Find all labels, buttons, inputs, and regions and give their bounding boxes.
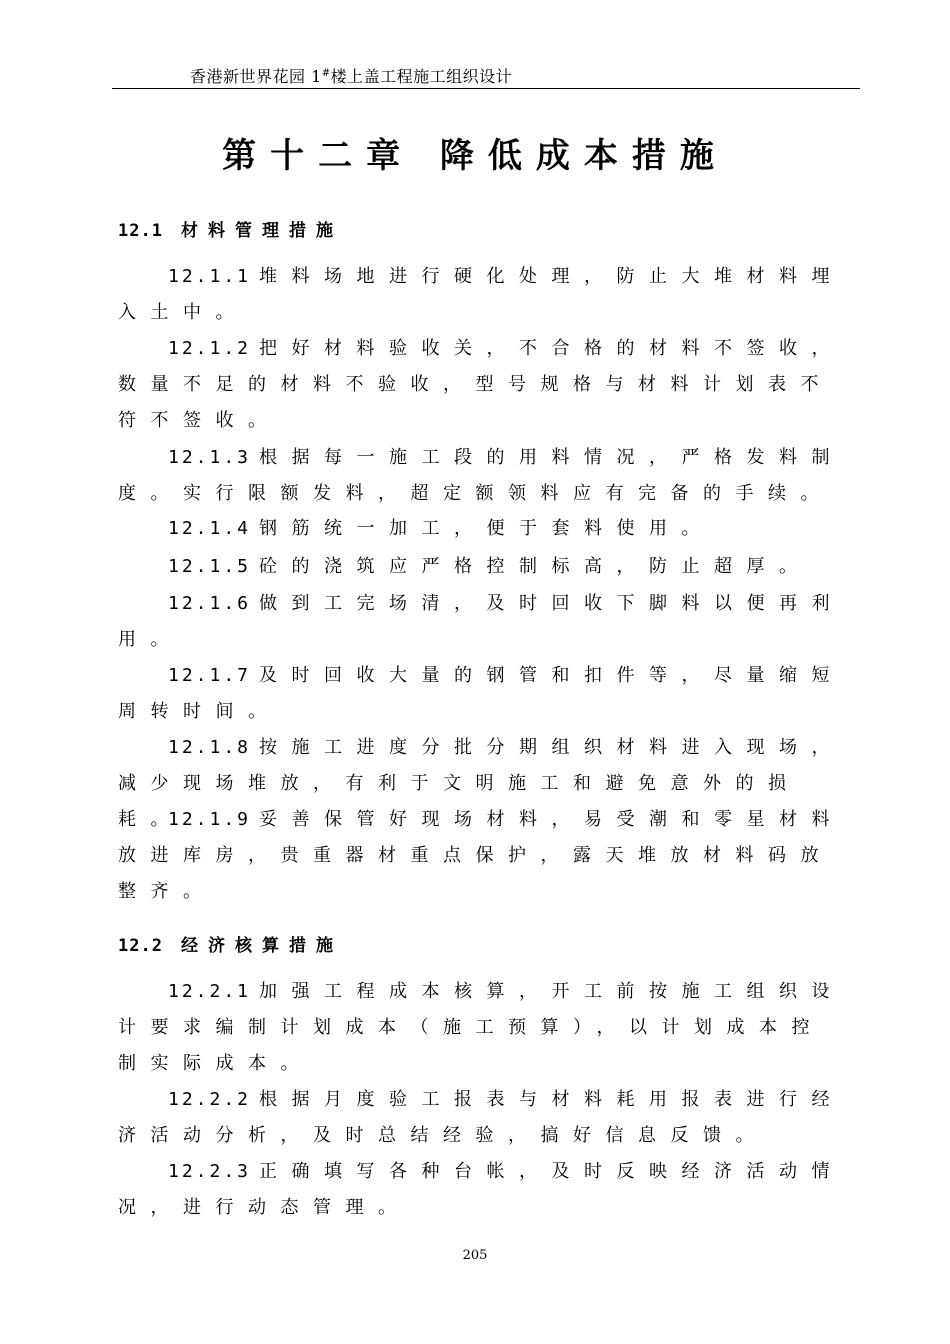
page-number: 205 — [462, 1248, 488, 1263]
section-heading-12-2 — [118, 931, 343, 956]
paragraph-12-2-2 — [118, 1082, 848, 1154]
paragraph-id: 12.1.4 — [168, 518, 252, 539]
paragraph-text: 堆料场地进行硬化处理，防止大堆材料埋入土中。 — [118, 266, 845, 323]
paragraph-12-1-7 — [118, 658, 848, 730]
paragraph-12-2-3 — [118, 1154, 848, 1226]
paragraph-id: 12.1.1 — [168, 266, 252, 287]
paragraph-12-1-9 — [118, 802, 848, 910]
section-number: 12.1 — [118, 221, 163, 241]
paragraph-id: 12.1.5 — [168, 556, 252, 577]
paragraph-12-1-3 — [118, 440, 848, 512]
running-header-text-after: 楼上盖工程施工组织设计 — [330, 67, 513, 86]
paragraph-id: 12.1.9 — [168, 809, 252, 830]
paragraph-id: 12.1.7 — [168, 665, 252, 686]
paragraph-text: 及时回收大量的钢管和扣件等，尽量缩短周转时间。 — [118, 665, 845, 722]
paragraph-text: 砼的浇筑应严格控制标高，防止超厚。 — [259, 556, 812, 577]
paragraph-text: 根据每一施工段的用料情况，严格发料制度。实行限额发料，超定额领料应有完备的手续。 — [118, 447, 845, 504]
paragraph-12-2-1 — [118, 974, 848, 1082]
paragraph-text: 做到工完场清，及时回收下脚料以便再利用。 — [118, 593, 845, 650]
section-heading-12-1 — [118, 216, 343, 241]
section-title: 经济核算措施 — [180, 936, 343, 956]
paragraph-text: 加强工程成本核算，开工前按施工组织设计要求编制计划成本（施工预算），以计划成本控制实际成本。 — [118, 981, 845, 1074]
paragraph-12-1-5 — [118, 549, 848, 585]
running-header-text-before: 香港新世界花园 1 — [190, 67, 322, 86]
paragraph-text: 正确填写各种台帐，及时反映经济活动情况，进行动态管理。 — [118, 1161, 845, 1218]
paragraph-12-1-1 — [118, 259, 848, 331]
paragraph-12-1-6 — [118, 586, 848, 658]
paragraph-text: 根据月度验工报表与材料耗用报表进行经济活动分析，及时总结经验，搞好信息反馈。 — [118, 1089, 845, 1146]
section-number: 12.2 — [118, 936, 163, 956]
paragraph-12-1-2 — [118, 331, 848, 439]
paragraph-text: 钢筋统一加工，便于套料使用。 — [259, 518, 715, 539]
paragraph-text: 妥善保管好现场材料，易受潮和零星材料放进库房，贵重器材重点保护，露天堆放材料码放整齐。 — [118, 809, 845, 902]
paragraph-id: 12.1.3 — [168, 447, 252, 468]
paragraph-id: 12.2.3 — [168, 1161, 252, 1182]
paragraph-id: 12.2.1 — [168, 981, 252, 1002]
running-header — [190, 64, 512, 87]
paragraph-id: 12.2.2 — [168, 1089, 252, 1110]
paragraph-id: 12.1.8 — [168, 737, 252, 758]
paragraph-12-1-4 — [118, 511, 848, 547]
section-title: 材料管理措施 — [180, 221, 343, 241]
paragraph-id: 12.1.6 — [168, 593, 252, 614]
header-rule — [112, 88, 860, 89]
running-header-superscript: # — [321, 68, 331, 79]
paragraph-id: 12.1.2 — [168, 338, 252, 359]
paragraph-text: 把好材料验收关，不合格的材料不签收，数量不足的材料不验收，型号规格与材料计划表不符不签收。 — [118, 338, 845, 431]
chapter-title: 第十二章 降低成本措施 — [222, 136, 728, 176]
paragraph-text: 按施工进度分批分期组织材料进入现场，减少现场堆放，有利于文明施工和避免意外的损耗。 — [118, 737, 845, 830]
